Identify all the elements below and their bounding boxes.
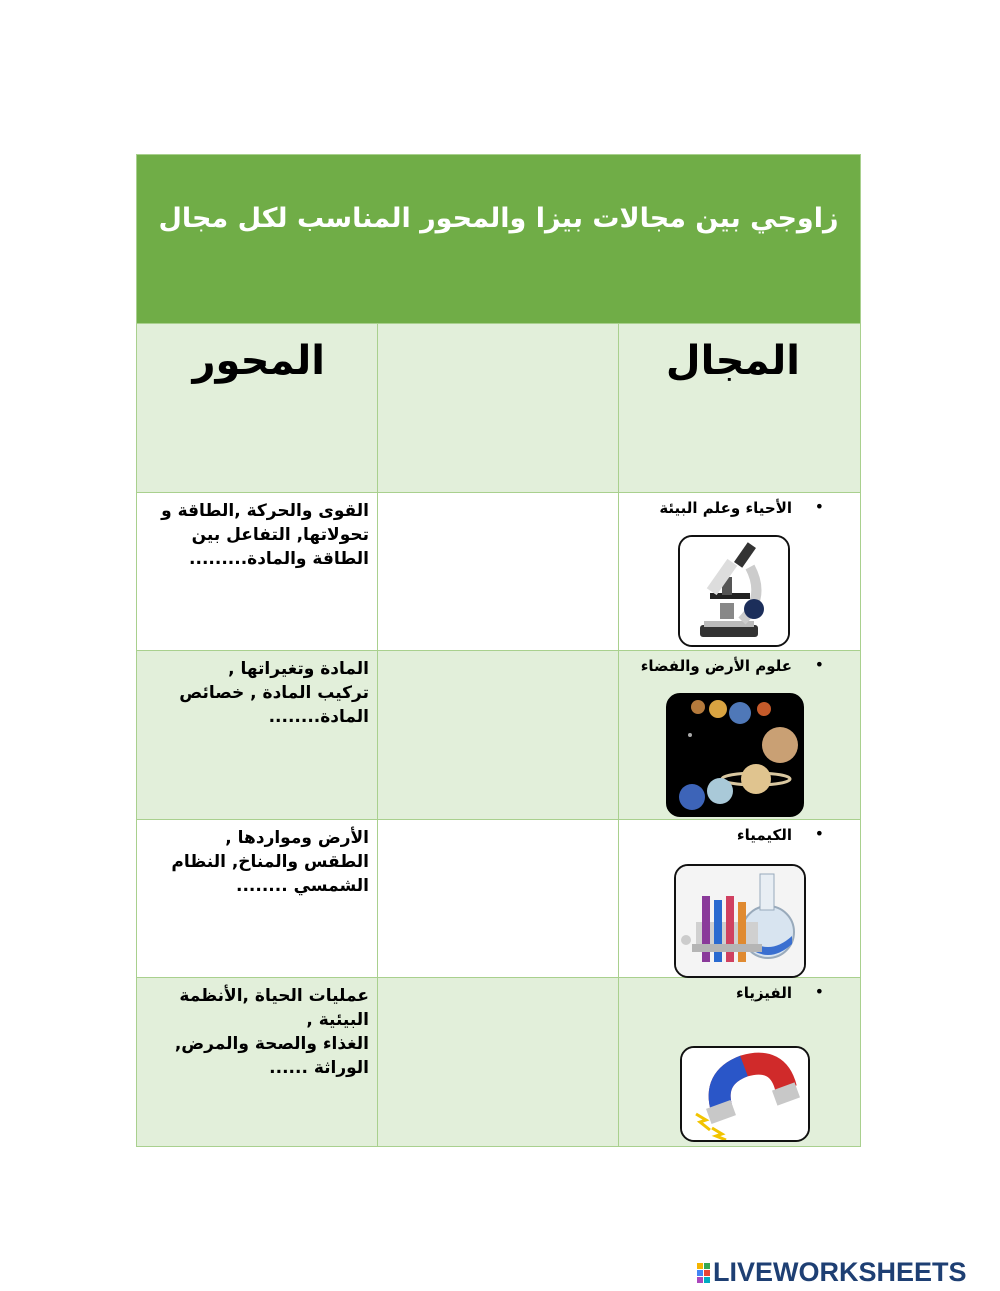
header-middle-cell — [378, 324, 619, 493]
header-domain: المجال — [665, 338, 801, 384]
title-cell — [137, 155, 861, 324]
domain-label[interactable]: الأحياء وعلم البيئة — [659, 499, 793, 517]
table-row — [137, 978, 861, 1147]
match-cell[interactable] — [378, 493, 619, 651]
match-cell[interactable] — [378, 820, 619, 978]
domain-cell[interactable] — [619, 820, 861, 978]
planets-icon — [666, 693, 804, 817]
logo-grid-icon — [697, 1263, 710, 1283]
header-axis: المحور — [192, 338, 325, 384]
axis-text[interactable]: عمليات الحياة ,الأنظمة البيئية , الغذاء والصحة والمرض, الوراثة ...... — [174, 986, 369, 1078]
axis-text[interactable]: الأرض ومواردها , الطقس والمناخ, النظام الشمسي ........ — [171, 828, 369, 896]
magnet-icon — [680, 1046, 810, 1142]
table-row — [137, 820, 861, 978]
domain-label[interactable]: علوم الأرض والفضاء — [640, 657, 793, 675]
title-row — [137, 155, 861, 324]
axis-cell[interactable] — [137, 820, 378, 978]
domain-label[interactable]: الكيمياء — [736, 826, 793, 844]
header-row — [137, 324, 861, 493]
bullet-icon: • — [814, 655, 825, 674]
header-domain-cell — [619, 324, 861, 493]
table-row — [137, 493, 861, 651]
domain-cell[interactable] — [619, 493, 861, 651]
microscope-icon — [678, 535, 790, 647]
brand-name: LIVEWORKSHEETS — [713, 1257, 967, 1287]
worksheet-table — [136, 154, 861, 1147]
brand-logo — [697, 1257, 967, 1288]
domain-cell[interactable] — [619, 651, 861, 820]
axis-cell[interactable] — [137, 651, 378, 820]
axis-text[interactable]: المادة وتغيراتها , تركيب المادة , خصائص المادة........ — [179, 659, 369, 727]
bullet-icon: • — [814, 982, 825, 1001]
axis-cell[interactable] — [137, 493, 378, 651]
worksheet-title: زاوجي بين مجالات بيزا والمحور المناسب لكل مجال — [158, 203, 839, 234]
bullet-icon: • — [814, 497, 825, 516]
match-cell[interactable] — [378, 651, 619, 820]
header-axis-cell — [137, 324, 378, 493]
bullet-icon: • — [814, 824, 825, 843]
axis-text[interactable]: القوى والحركة ,الطاقة و تحولاتها, التفاعل بين الطاقة والمادة......... — [161, 501, 369, 569]
domain-cell[interactable] — [619, 978, 861, 1147]
domain-label[interactable]: الفيزياء — [736, 984, 793, 1002]
axis-cell[interactable] — [137, 978, 378, 1147]
table-row — [137, 651, 861, 820]
lab-glassware-icon — [674, 864, 806, 978]
match-cell[interactable] — [378, 978, 619, 1147]
